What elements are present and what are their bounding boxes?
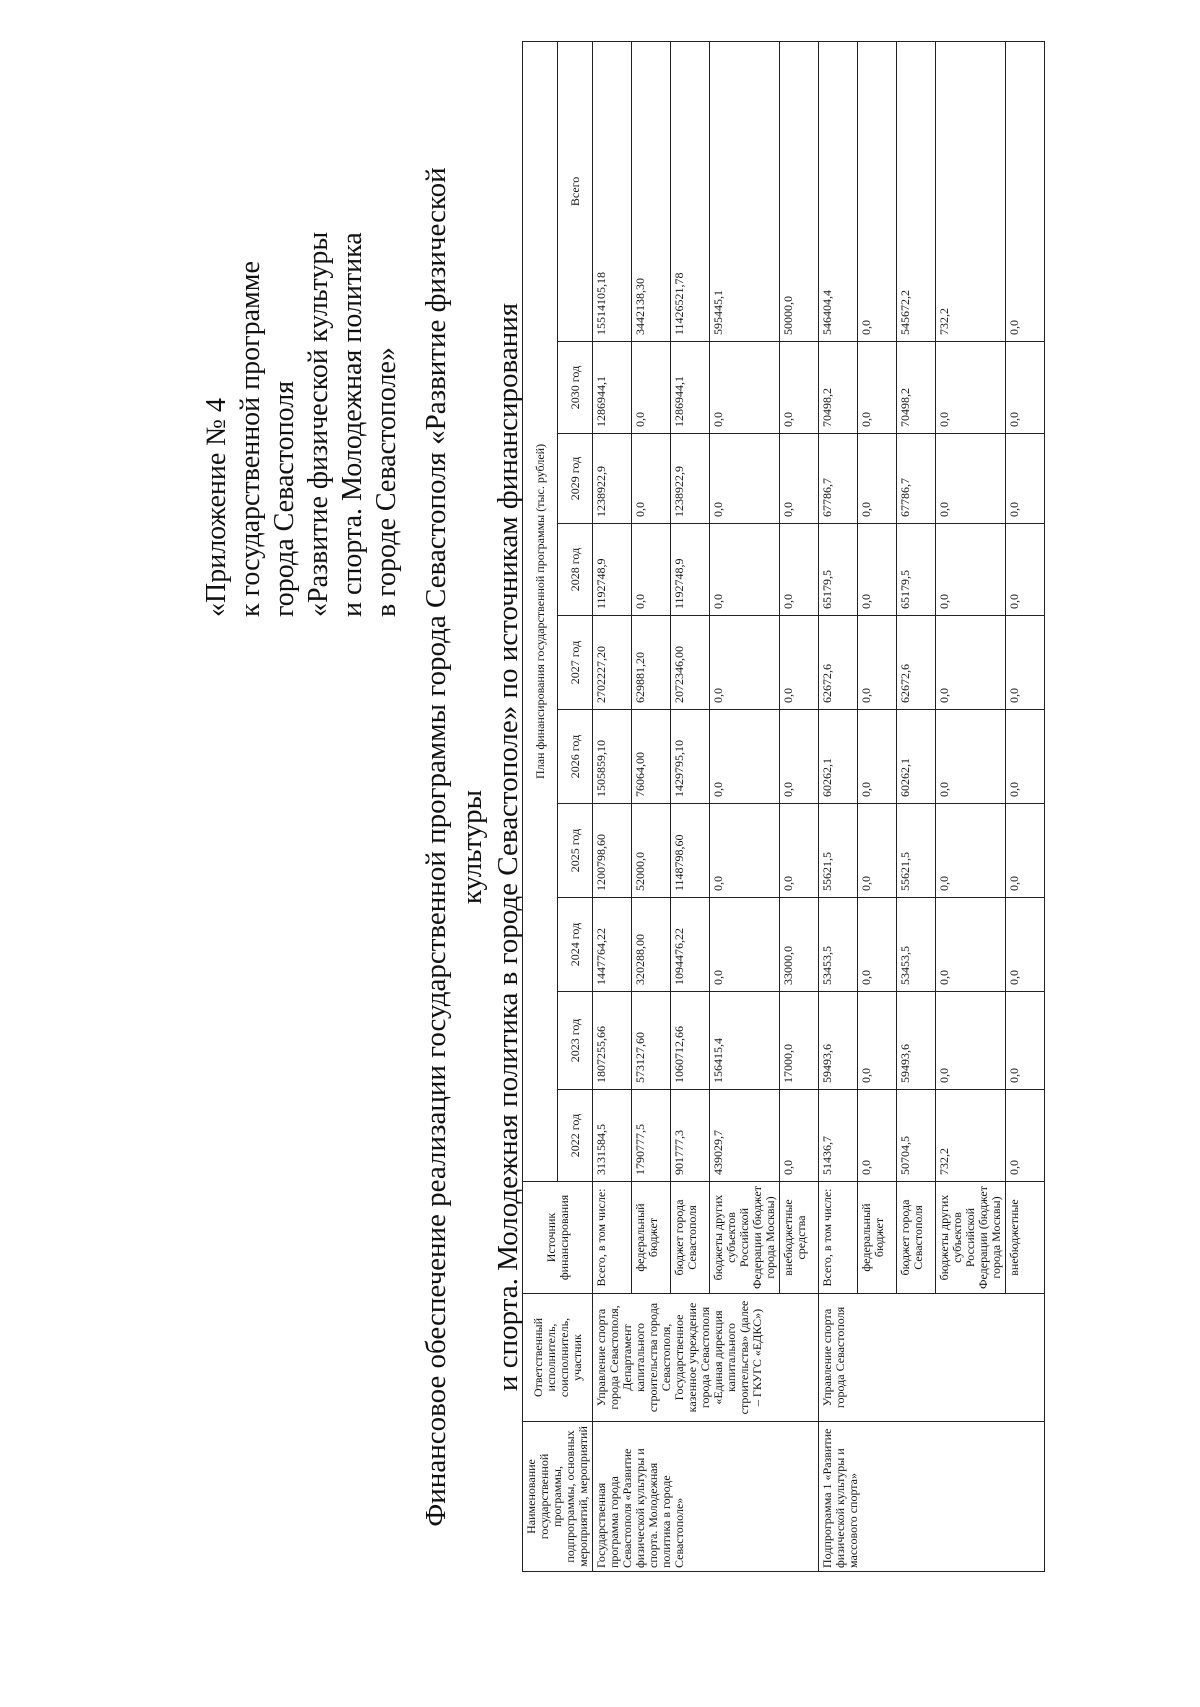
value-cell: 0,0 [1006,616,1045,710]
annex-line: и спорта. Молодежная политика [337,232,368,617]
document-title [418,147,526,1547]
value-cell: 55621,5 [897,804,936,898]
annex-line: города Севастополя [269,380,300,617]
source-cell: Всего, в том числе: [593,1182,632,1294]
value-cell: 65179,5 [819,524,858,616]
value-cell: 0,0 [632,434,671,524]
annex-block [200,97,404,617]
value-cell: 1192748,9 [593,524,632,616]
title-line-1: Финансовое обеспечение реализации государственной программы города Севастополя «Развитие физической культуры [420,167,488,1527]
value-cell: 52000,0 [632,804,671,898]
total-cell: 732,2 [936,41,1006,341]
source-cell: бюджеты других субъектов Российской Федерации (бюджет города Москвы) [936,1182,1006,1294]
value-cell: 0,0 [858,710,897,804]
value-cell: 0,0 [710,710,780,804]
total-cell: 15514105,18 [593,41,632,341]
header-year: 2029 год [558,434,593,524]
value-cell: 901777,3 [671,1090,710,1182]
source-cell: федеральный бюджет [858,1182,897,1294]
value-cell: 0,0 [858,434,897,524]
value-cell: 0,0 [1006,1090,1045,1182]
value-cell: 1286944,1 [671,342,710,434]
value-cell: 0,0 [858,342,897,434]
value-cell: 0,0 [780,342,819,434]
value-cell: 53453,5 [897,898,936,992]
total-cell: 595445,1 [710,41,780,341]
value-cell: 0,0 [780,434,819,524]
value-cell: 0,0 [1006,898,1045,992]
value-cell: 0,0 [858,524,897,616]
value-cell: 0,0 [632,524,671,616]
annex-line: «Развитие физической культуры [303,231,334,617]
value-cell: 60262,1 [819,710,858,804]
table-body [593,41,1045,1571]
value-cell: 0,0 [936,898,1006,992]
value-cell: 62672,6 [897,616,936,710]
value-cell: 0,0 [780,1090,819,1182]
value-cell: 1148798,60 [671,804,710,898]
value-cell: 50704,5 [897,1090,936,1182]
program-name-cell: Подпрограмма 1 «Развитие физической культуры и массового спорта» [819,1422,1045,1572]
value-cell: 0,0 [632,342,671,434]
value-cell: 3131584,5 [593,1090,632,1182]
value-cell: 70498,2 [819,342,858,434]
header-plan: План финансирования государственной программы (тыс. рублей) [523,41,558,1181]
value-cell: 60262,1 [897,710,936,804]
value-cell: 439029,7 [710,1090,780,1182]
source-cell: внебюджетные средства [780,1182,819,1294]
header-source: Источник финансирования [523,1182,593,1294]
value-cell: 0,0 [1006,434,1045,524]
value-cell: 76064,00 [632,710,671,804]
value-cell: 0,0 [710,804,780,898]
value-cell: 320288,00 [632,898,671,992]
table-row [819,41,858,1571]
value-cell: 0,0 [710,342,780,434]
value-cell: 0,0 [858,898,897,992]
value-cell: 1447764,22 [593,898,632,992]
value-cell: 1060712,66 [671,992,710,1090]
value-cell: 65179,5 [897,524,936,616]
source-cell: бюджет города Севастополя [671,1182,710,1294]
header-year: 2024 год [558,898,593,992]
header-total: Всего [558,41,593,341]
value-cell: 156415,4 [710,992,780,1090]
value-cell: 0,0 [710,524,780,616]
value-cell: 0,0 [858,1090,897,1182]
header-year: 2027 год [558,616,593,710]
source-cell: бюджет города Севастополя [897,1182,936,1294]
value-cell: 2702227,20 [593,616,632,710]
total-cell: 0,0 [858,41,897,341]
value-cell: 0,0 [780,710,819,804]
source-cell: бюджеты других субъектов Российской Федерации (бюджет города Москвы) [710,1182,780,1294]
total-cell: 3442138,30 [632,41,671,341]
value-cell: 0,0 [780,524,819,616]
annex-line: «Приложение № 4 [201,398,232,617]
total-cell: 50000,0 [780,41,819,341]
value-cell: 1807255,66 [593,992,632,1090]
value-cell: 0,0 [936,524,1006,616]
header-name: Наименование государственной программы, подпрограммы, основных мероприятий, мероприятий [523,1422,593,1572]
value-cell: 67786,7 [897,434,936,524]
source-cell: федеральный бюджет [632,1182,671,1294]
total-cell: 11426521,78 [671,41,710,341]
value-cell: 62672,6 [819,616,858,710]
value-cell: 1192748,9 [671,524,710,616]
value-cell: 17000,0 [780,992,819,1090]
value-cell: 0,0 [780,616,819,710]
value-cell: 53453,5 [819,898,858,992]
value-cell: 33000,0 [780,898,819,992]
value-cell: 0,0 [1006,804,1045,898]
source-cell: внебюджетные [1006,1182,1045,1294]
value-cell: 573127,60 [632,992,671,1090]
value-cell: 0,0 [858,992,897,1090]
total-cell: 545672,2 [897,41,936,341]
value-cell: 0,0 [936,804,1006,898]
value-cell: 1286944,1 [593,342,632,434]
title-line-2: и спорта. Молодежная политика в городе Севастополе» по источникам финансирования [492,302,524,1392]
value-cell: 1200798,60 [593,804,632,898]
value-cell: 1790777,5 [632,1090,671,1182]
header-year: 2030 год [558,342,593,434]
value-cell: 0,0 [1006,342,1045,434]
value-cell: 0,0 [858,616,897,710]
value-cell: 0,0 [936,710,1006,804]
value-cell: 70498,2 [897,342,936,434]
header-year: 2025 год [558,804,593,898]
value-cell: 1238922,9 [593,434,632,524]
program-name-cell: Государственная программа города Севастополя «Развитие физической культуры и спорта. Молодежная политика в городе Севастополе» [593,1422,819,1572]
header-year: 2028 год [558,524,593,616]
value-cell: 1238922,9 [671,434,710,524]
value-cell: 67786,7 [819,434,858,524]
value-cell: 0,0 [936,434,1006,524]
value-cell: 1429795,10 [671,710,710,804]
value-cell: 0,0 [710,616,780,710]
annex-line: к государственной программе [235,261,266,617]
total-cell: 546404,4 [819,41,858,341]
value-cell: 0,0 [1006,710,1045,804]
value-cell: 0,0 [858,804,897,898]
value-cell: 1505859,10 [593,710,632,804]
value-cell: 51436,7 [819,1090,858,1182]
executor-cell: Управление спорта города Севастополя [819,1294,1045,1422]
value-cell: 0,0 [1006,524,1045,616]
value-cell: 1094476,22 [671,898,710,992]
value-cell: 0,0 [780,804,819,898]
value-cell: 0,0 [1006,992,1045,1090]
annex-line: в городе Севастополе» [371,347,402,617]
header-year: 2026 год [558,710,593,804]
executor-cell: Управление спорта города Севастополя, Департамент капитального строительства города Севастополя, Государственное казенное учреждение города Севастополя «Единая дирекция капитального строительства» (далее – ГКУГС «ЕДКС») [593,1294,819,1422]
value-cell: 59493,6 [897,992,936,1090]
value-cell: 0,0 [710,434,780,524]
source-cell: Всего, в том числе: [819,1182,858,1294]
value-cell: 732,2 [936,1090,1006,1182]
value-cell: 0,0 [936,342,1006,434]
value-cell: 59493,6 [819,992,858,1090]
total-cell: 0,0 [1006,41,1045,341]
value-cell: 0,0 [710,898,780,992]
value-cell: 55621,5 [819,804,858,898]
value-cell: 629881,20 [632,616,671,710]
value-cell: 0,0 [936,992,1006,1090]
value-cell: 0,0 [936,616,1006,710]
header-year: 2023 год [558,992,593,1090]
header-executor: Ответственный исполнитель, соисполнитель, участник [523,1294,593,1422]
header-year: 2022 год [558,1090,593,1182]
table-row [593,41,632,1571]
value-cell: 2072346,00 [671,616,710,710]
financing-table [522,41,1045,1572]
